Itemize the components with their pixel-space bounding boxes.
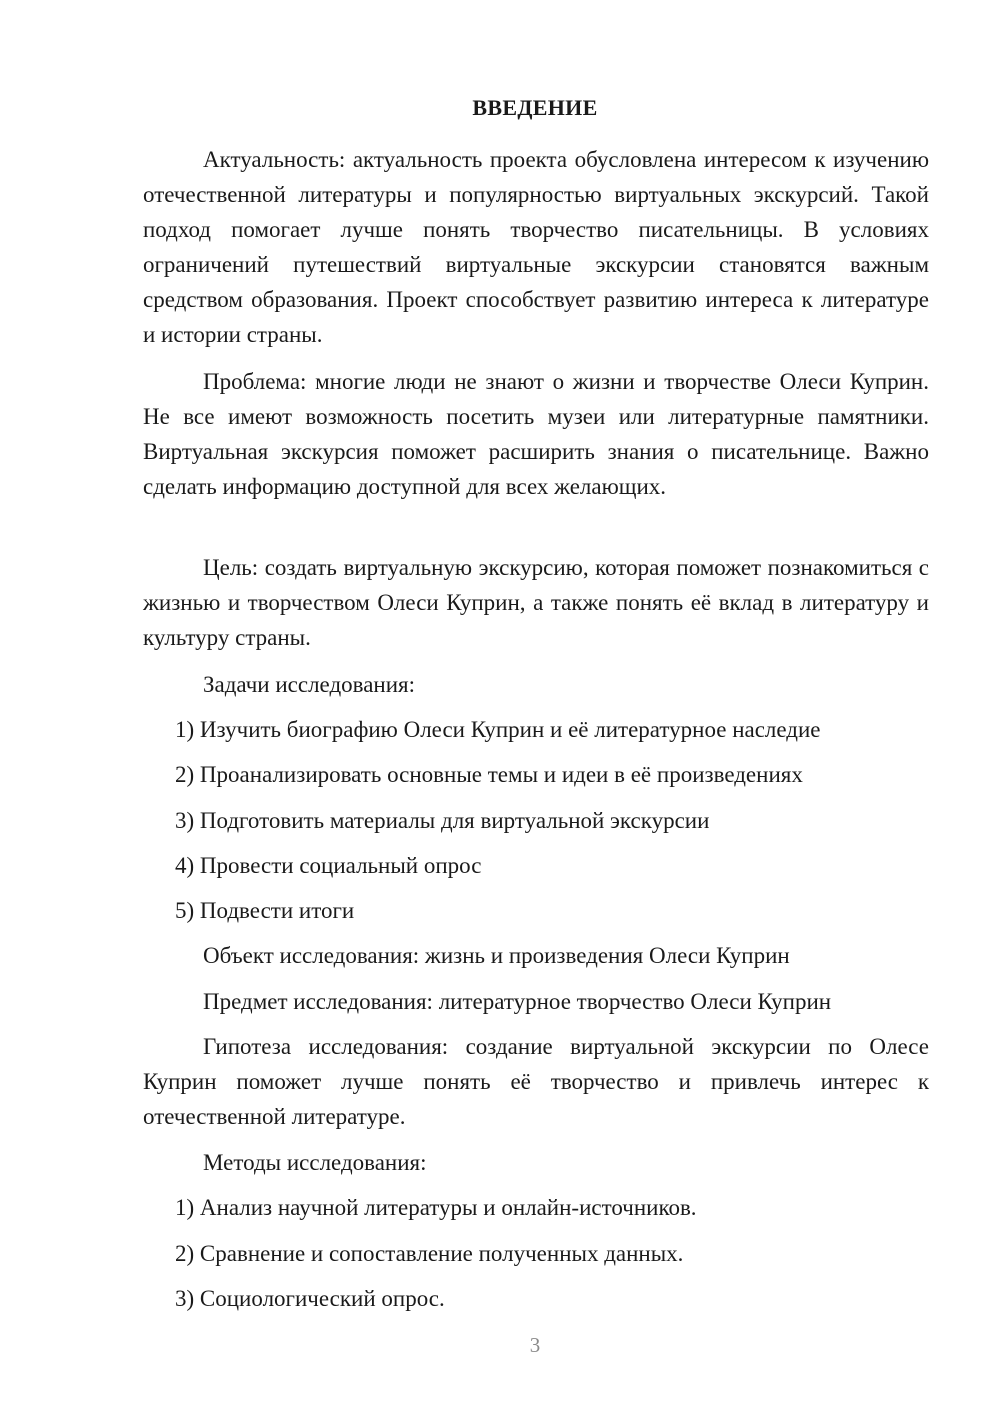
method-item: 1) Анализ научной литературы и онлайн-источников. [175,1195,697,1220]
relevance-paragraph-block [143,142,929,352]
problem-paragraph-block [143,364,929,504]
task-item: 3) Подготовить материалы для виртуальной экскурсии [175,808,710,833]
hypothesis-paragraph-block [143,1029,929,1134]
research-object: Объект исследования: жизнь и произведения Олеси Куприн [203,943,790,968]
methods-heading: Методы исследования: [203,1150,427,1175]
relevance-paragraph: Актуальность: актуальность проекта обусловлена интересом к изучению отечественной литературы и популярностью виртуальных экскурсий. Такой подход помогает лучше понять творчество писательницы. В условиях ограничений путешествий виртуальные экскурсии становятся важным средством образования. Проект способствует развитию интереса к литературе и истории страны. [143,147,929,347]
tasks-heading: Задачи исследования: [203,672,416,697]
goal-paragraph-block [143,550,929,655]
task-item: 5) Подвести итоги [175,898,355,923]
task-item: 1) Изучить биографию Олеси Куприн и её литературное наследие [175,717,821,742]
method-item: 3) Социологический опрос. [175,1286,445,1311]
problem-paragraph: Проблема: многие люди не знают о жизни и творчестве Олеси Куприн. Не все имеют возможность посетить музеи или литературные памятники. Виртуальная экскурсия поможет расширить знания о писательнице. Важно сделать информацию доступной для всех желающих. [143,369,929,499]
section-title: ВВЕДЕНИЕ [472,95,598,120]
goal-paragraph: Цель: создать виртуальную экскурсию, которая поможет познакомиться с жизнью и творчеством Олеси Куприн, а также понять её вклад в литературу и культуру страны. [143,555,929,650]
page-number: 3 [529,1333,541,1357]
hypothesis-paragraph: Гипотеза исследования: создание виртуальной экскурсии по Олесе Куприн поможет лучше понять её творчество и привлечь интерес к отечественной литературе. [143,1034,929,1129]
task-item: 2) Проанализировать основные темы и идеи в её произведениях [175,762,803,787]
research-subject: Предмет исследования: литературное творчество Олеси Куприн [203,989,832,1014]
method-item: 2) Сравнение и сопоставление полученных данных. [175,1241,684,1266]
task-item: 4) Провести социальный опрос [175,853,482,878]
